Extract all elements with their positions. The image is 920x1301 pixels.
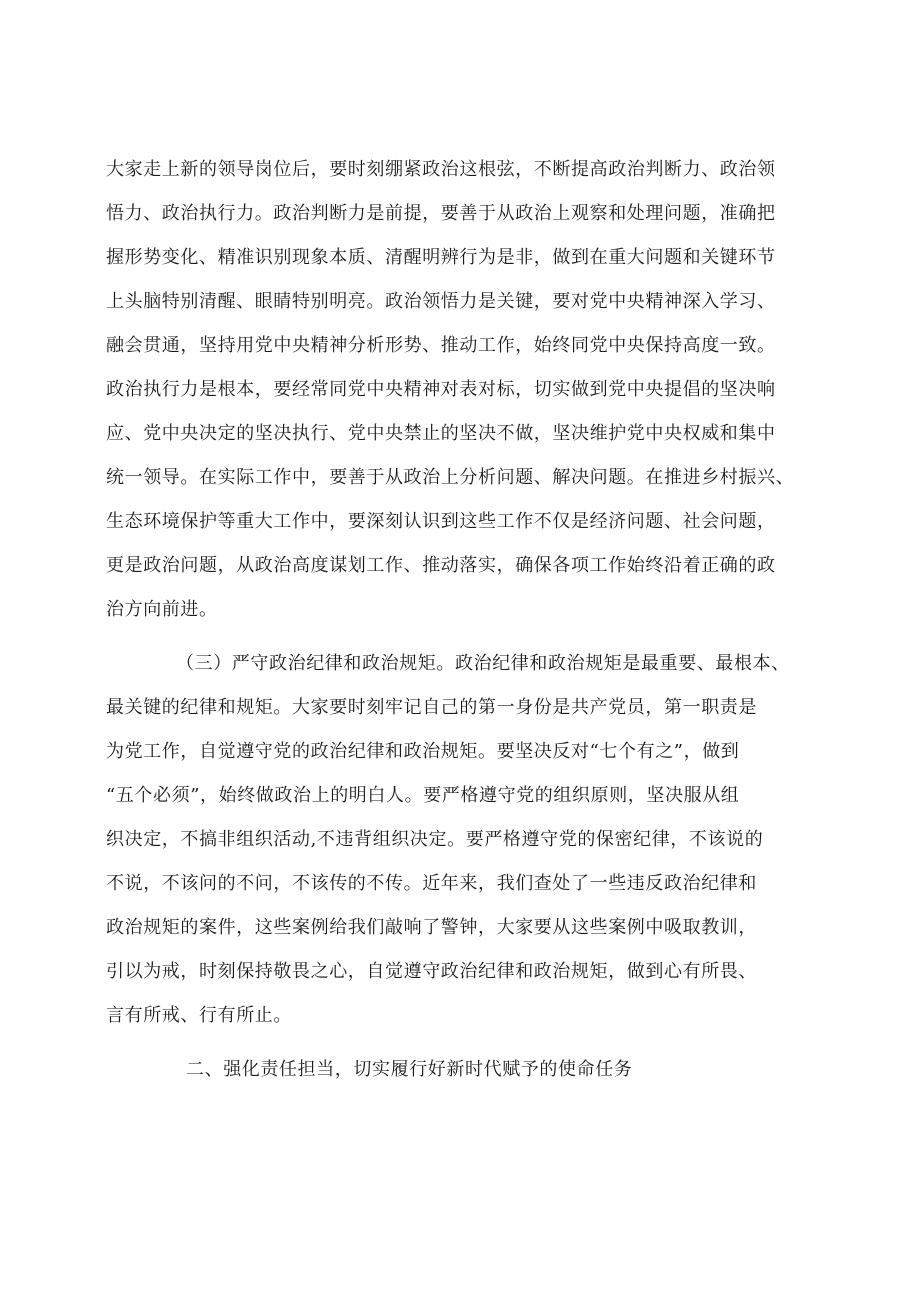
paragraph-2-line-2: 最关键的纪律和规矩。大家要时刻牢记自己的第一身份是共产党员，第一职责是 (106, 697, 757, 718)
paragraph-1-line-9: 生态环境保护等重大工作中，要深刻认识到这些工作不仅是经济问题、社会问题， (106, 511, 776, 532)
paragraph-1-line-4: 上头脑特别清醒、眼睛特别明亮。政治领悟力是关键，要对党中央精神深入学习、 (106, 291, 776, 312)
paragraph-1-line-1: 大家走上新的领导岗位后，要时刻绷紧政治这根弦，不断提高政治判断力、政治领 (106, 159, 776, 180)
paragraph-2-line-8: 引以为戒，时刻保持敬畏之心，自觉遵守政治纪律和政治规矩，做到心有所畏、 (106, 961, 757, 982)
paragraph-1-line-6: 政治执行力是根本，要经常同党中央精神对表对标，切实做到党中央提倡的坚决响 (106, 379, 776, 400)
paragraph-2-line-6: 不说，不该问的不问，不该传的不传。近年来，我们查处了一些违反政治纪律和 (106, 873, 757, 894)
paragraph-1-line-2: 悟力、政治执行力。政治判断力是前提，要善于从政治上观察和处理问题，准确把 (106, 203, 776, 224)
paragraph-2-line-3: 为党工作，自觉遵守党的政治纪律和政治规矩。要坚决反对“七个有之”，做到 (106, 741, 740, 762)
paragraph-2-line-5: 织决定，不搞非组织活动,不违背组织决定。要严格遵守党的保密纪律，不该说的 (106, 829, 764, 850)
paragraph-1-line-7: 应、党中央决定的坚决执行、党中央禁止的坚决不做，坚决维护党中央权威和集中 (106, 423, 776, 444)
paragraph-2-line-1: （三）严守政治纪律和政治规矩。政治纪律和政治规矩是最重要、最根本、 (176, 653, 790, 674)
paragraph-1-line-11: 治方向前进。 (106, 599, 218, 620)
paragraph-1-line-5: 融会贯通，坚持用党中央精神分析形势、推动工作，始终同党中央保持高度一致。 (106, 335, 776, 356)
section-heading-2: 二、强化责任担当，切实履行好新时代赋予的使命任务 (186, 1059, 633, 1080)
paragraph-1-line-8: 统一领导。在实际工作中，要善于从政治上分析问题、解决问题。在推进乡村振兴、 (106, 467, 795, 488)
paragraph-2-line-7: 政治规矩的案件，这些案例给我们敲响了警钟，大家要从这些案例中吸取教训， (106, 917, 757, 938)
paragraph-1-line-3: 握形势变化、精准识别现象本质、清醒明辨行为是非，做到在重大问题和关键环节 (106, 247, 776, 268)
paragraph-1-line-10: 更是政治问题，从政治高度谋划工作、推动落实，确保各项工作始终沿着正确的政 (106, 555, 776, 576)
paragraph-2-line-9: 言有所戒、行有所止。 (106, 1005, 292, 1026)
paragraph-2-line-4: “五个必须”，始终做政治上的明白人。要严格遵守党的组织原则，坚决服从组 (106, 785, 740, 806)
